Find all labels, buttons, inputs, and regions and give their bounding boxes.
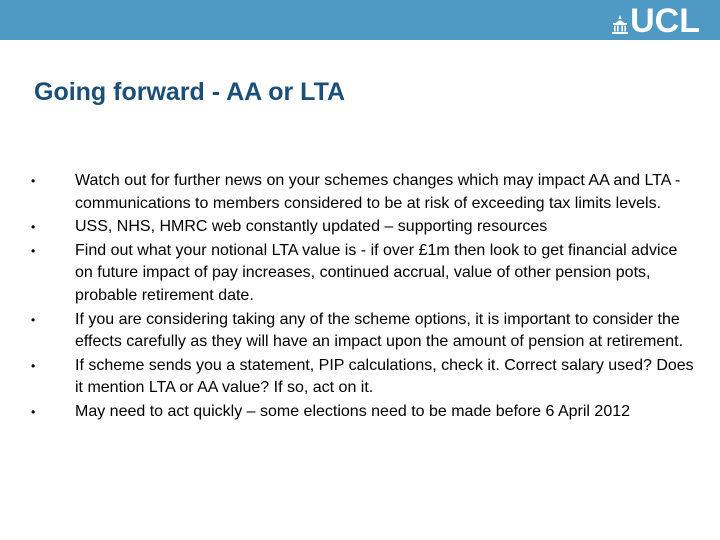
bullet-text: May need to act quickly – some elections need to be made before 6 April 2012 <box>75 402 631 420</box>
logo-text: UCL <box>630 2 700 40</box>
bullet-marker: • <box>31 243 36 258</box>
bullet-text: Watch out for further news on your schemes changes which may impact AA and LTA - communications to members considered to be at risk of exceeding tax limits levels. <box>75 172 681 212</box>
bullet-text: Find out what your notional LTA value is - if over £1m then look to get financial advice on future impact of pay increases, continued accrual, value of other pension pots, probable retirement date. <box>75 241 678 304</box>
list-item <box>31 240 694 308</box>
list-item <box>31 170 694 215</box>
ucl-logo <box>612 3 700 39</box>
portico-icon <box>612 15 628 35</box>
bullet-marker: • <box>31 220 36 235</box>
bullet-marker: • <box>31 312 36 327</box>
bullet-list <box>31 170 694 425</box>
bullet-text: If you are considering taking any of the scheme options, it is important to consider the effects carefully as they will have an impact upon the amount of pension at retirement. <box>75 310 684 351</box>
slide-title: Going forward - AA or LTA <box>34 78 346 106</box>
bullet-marker: • <box>31 174 36 188</box>
list-item <box>31 309 694 354</box>
list-item <box>31 401 694 424</box>
list-item <box>31 216 694 239</box>
bullet-text: USS, NHS, HMRC web constantly updated – supporting resources <box>75 218 548 236</box>
bullet-marker: • <box>31 404 36 419</box>
bullet-text: If scheme sends you a statement, PIP calculations, check it. Correct salary used? Does it mention LTA or AA value? If so, act on it. <box>75 356 694 397</box>
header-bar <box>0 0 720 40</box>
bullet-marker: • <box>31 358 36 373</box>
list-item <box>31 355 694 400</box>
